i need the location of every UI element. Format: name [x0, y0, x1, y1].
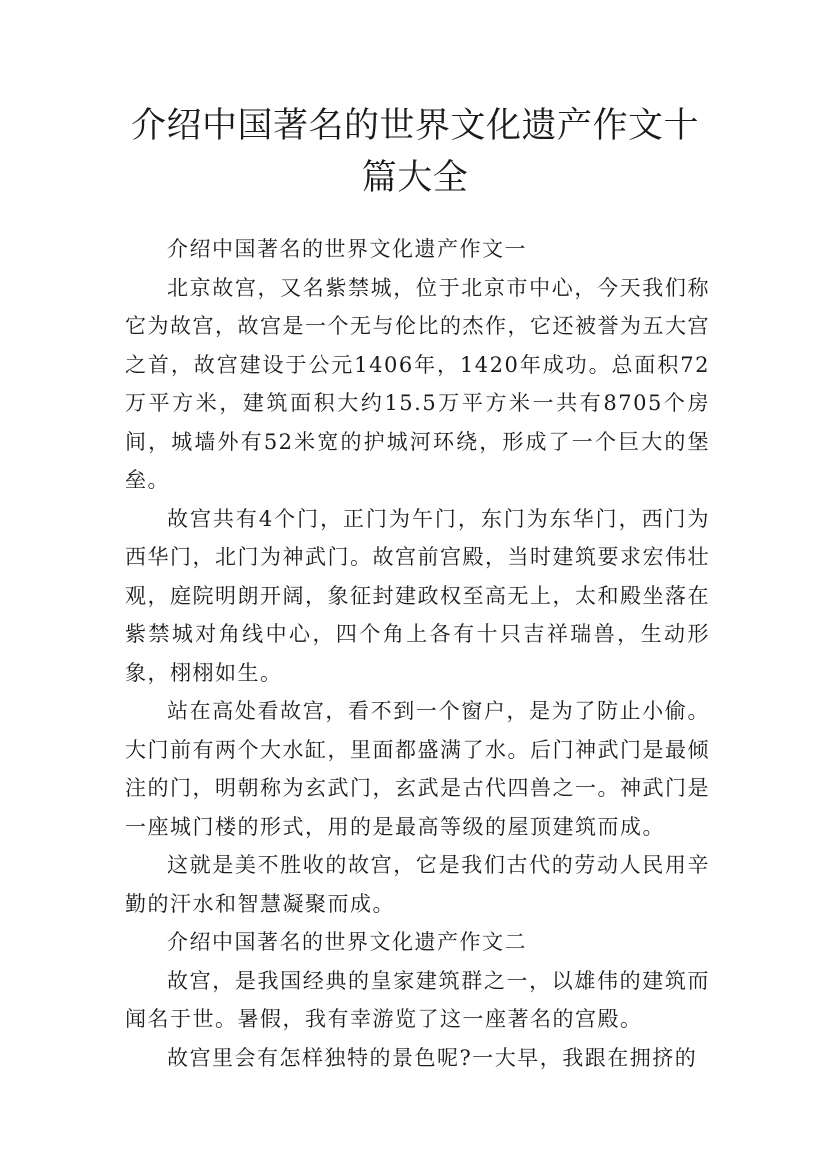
- document-body: [125, 230, 710, 1077]
- paragraph: 故宫共有4个门，正门为午门，东门为东华门，西门为西华门，北门为神武门。故宫前宫殿，当时建筑要求宏伟壮观，庭院明朗开阔，象征封建政权至高无上，太和殿坐落在紫禁城对角线中心，四个角上各有十只吉祥瑞兽，生动形象，栩栩如生。: [125, 506, 710, 685]
- essay-heading-2: 介绍中国著名的世界文化遗产作文二: [167, 930, 527, 954]
- paragraph: 这就是美不胜收的故宫，它是我们古代的劳动人民用辛勤的汗水和智慧凝聚而成。: [125, 853, 710, 916]
- paragraph: 站在高处看故宫，看不到一个窗户，是为了防止小偷。大门前有两个大水缸，里面都盛满了水。后门神武门是最倾注的门，明朝称为玄武门，玄武是古代四兽之一。神武门是一座城门楼的形式，用的是最高等级的屋顶建筑而成。: [125, 699, 710, 839]
- document-title: 介绍中国著名的世界文化遗产作文十篇大全: [130, 106, 699, 198]
- essay-heading-1: 介绍中国著名的世界文化遗产作文一: [167, 237, 527, 261]
- paragraph: 故宫，是我国经典的皇家建筑群之一，以雄伟的建筑而闻名于世。暑假，我有幸游览了这一座著名的宫殿。: [125, 968, 710, 1031]
- paragraph: 故宫里会有怎样独特的景色呢?一大早，我跟在拥挤的: [167, 1045, 698, 1070]
- paragraph: 北京故宫，又名紫禁城，位于北京市中心，今天我们称它为故宫，故宫是一个无与伦比的杰作，它还被誉为五大宫之首，故宫建设于公元1406年，1420年成功。总面积72万平方米，建筑面积大约15.5万平方米一共有8705个房间，城墙外有52米宽的护城河环绕，形成了一个巨大的堡垒。: [125, 275, 710, 492]
